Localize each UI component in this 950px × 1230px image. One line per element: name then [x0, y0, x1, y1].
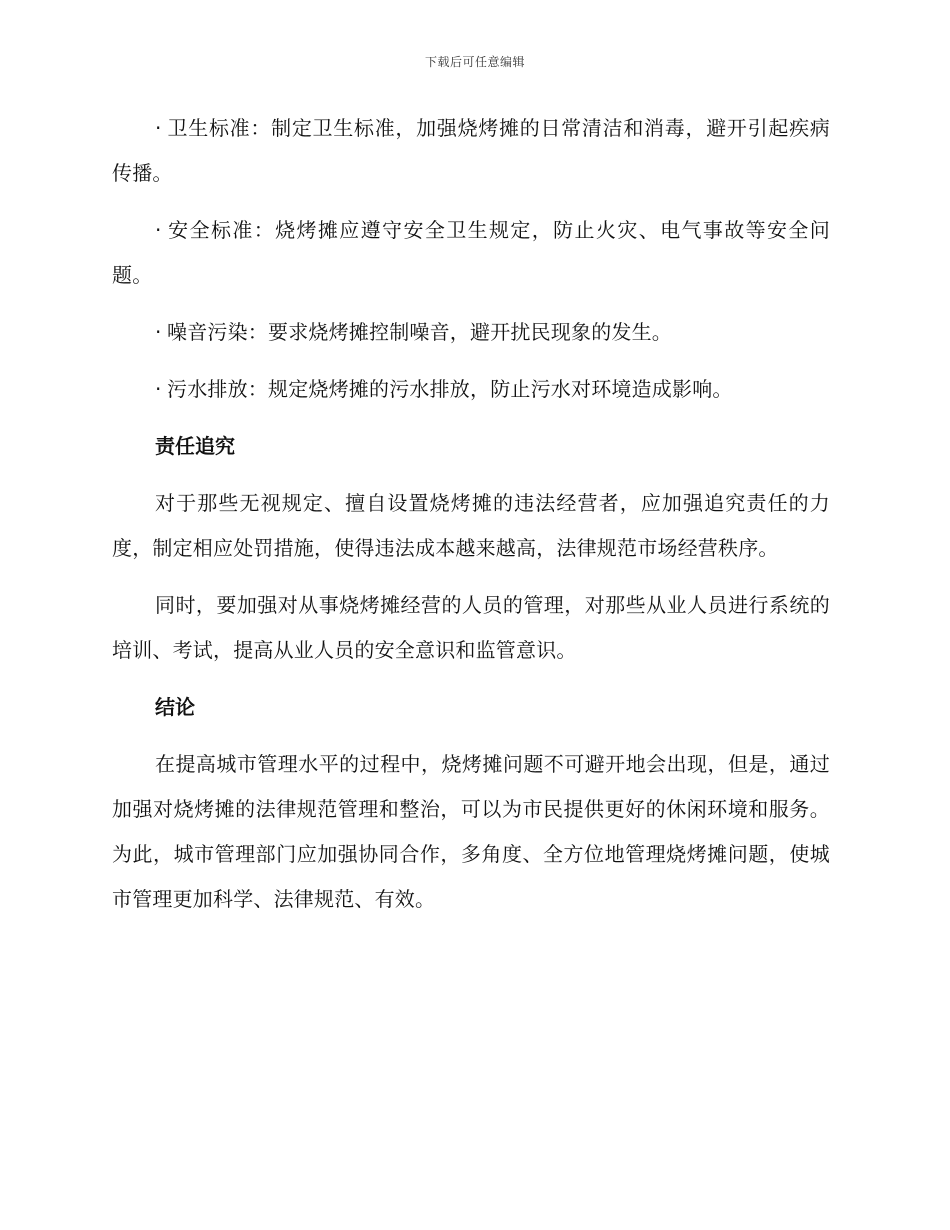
standard-text: 卫生标准：制定卫生标准，加强烧烤摊的日常清洁和消毒，避开引起疾病传播。	[112, 116, 830, 185]
header-note: 下载后可任意编辑	[424, 55, 525, 69]
section-heading-conclusion: 结论	[155, 695, 195, 719]
standard-text: 噪音污染：要求烧烤摊控制噪音，避开扰民现象的发生。	[167, 320, 672, 344]
standard-item-sewage	[112, 367, 830, 412]
standard-text: 污水排放：规定烧烤摊的污水排放，防止污水对环境造成影响。	[167, 377, 733, 401]
standard-item-noise	[112, 310, 830, 355]
bullet-dot: ·	[155, 377, 162, 401]
bullet-dot: ·	[155, 116, 162, 140]
standard-item-hygiene	[112, 106, 830, 196]
standard-item-safety	[112, 208, 830, 298]
standard-text: 安全标准：烧烤摊应遵守安全卫生规定，防止火灾、电气事故等安全问题。	[112, 218, 830, 287]
bullet-dot: ·	[155, 320, 162, 344]
responsibility-paragraph: 同时，要加强对从事烧烤摊经营的人员的管理，对那些从业人员进行系统的培训、考试，提高从业人员的安全意识和监管意识。	[112, 593, 830, 662]
conclusion-paragraph: 在提高城市管理水平的过程中，烧烤摊问题不可避开地会出现，但是，通过加强对烧烤摊的法律规范管理和整治，可以为市民提供更好的休闲环境和服务。为此，城市管理部门应加强协同合作，多角度、全方位地管理烧烤摊问题，使城市管理更加科学、法律规范、有效。	[112, 752, 830, 911]
responsibility-paragraph: 对于那些无视规定、擅自设置烧烤摊的违法经营者，应加强追究责任的力度，制定相应处罚措施，使得违法成本越来越高，法律规范市场经营秩序。	[112, 491, 830, 560]
document-body	[112, 106, 830, 934]
section-heading-responsibility: 责任追究	[155, 434, 235, 458]
bullet-dot: ·	[155, 218, 162, 242]
